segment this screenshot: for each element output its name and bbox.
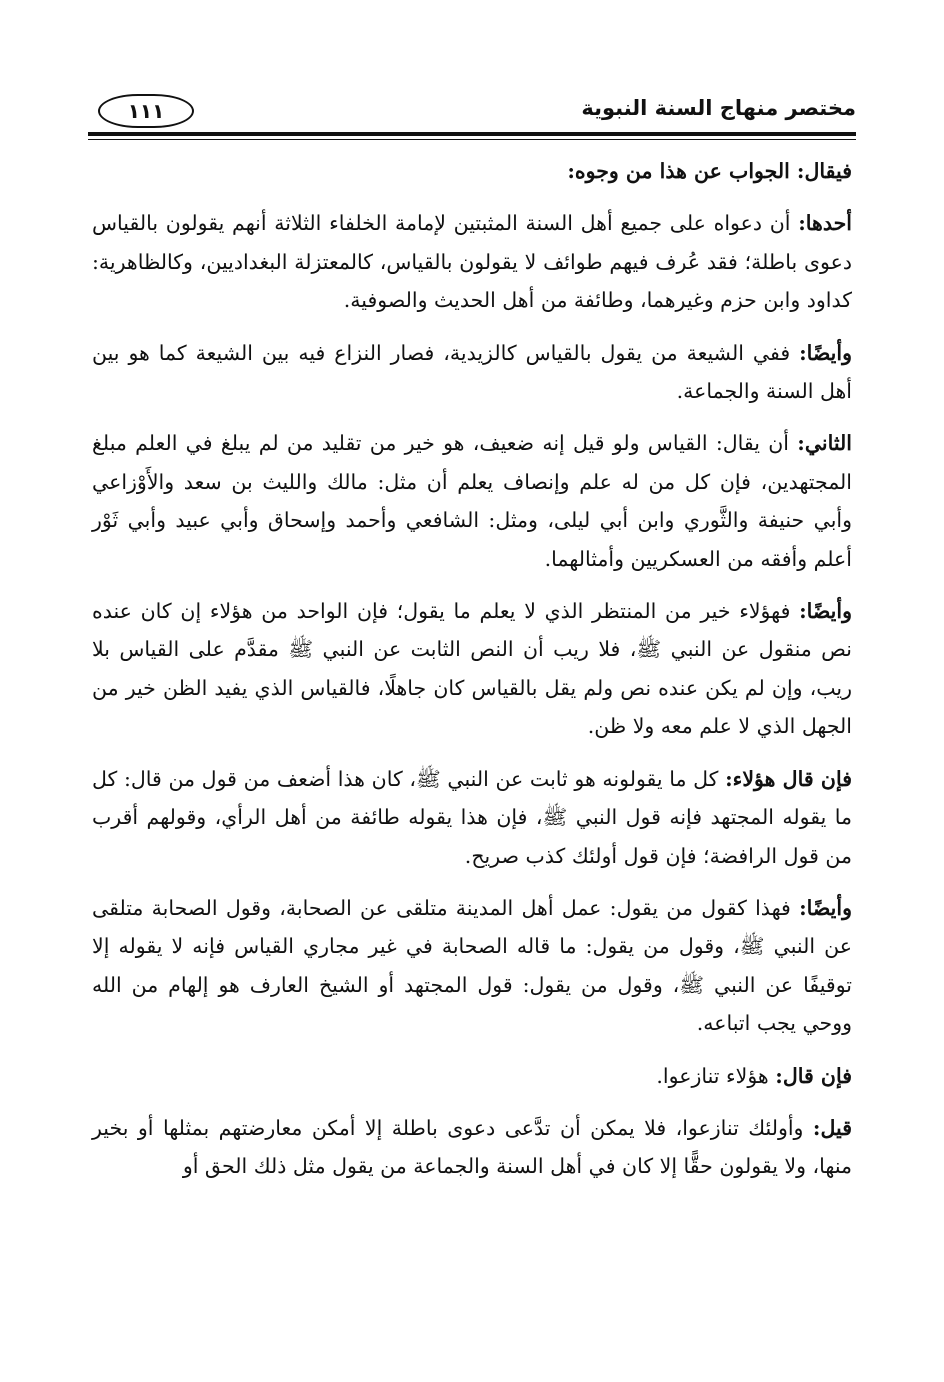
paragraph: [92, 592, 852, 746]
paragraph-text: وأولئك تنازعوا، فلا يمكن أن تدَّعى دعوى باطلة إلا أمكن معارضتهم بمثلها أو بخير منها، ولا يقولون حقًّا إلا كان في أهل السنة والجماعة من يقول مثل ذلك الحق أو: [92, 1115, 852, 1179]
paragraph-text: فهذا كقول من يقول: عمل أهل المدينة متلقى عن الصحابة، وقول الصحابة متلقى عن النبي ﷺ، وقول من يقول: ما قاله الصحابة في غير مجاري القياس فإنه لا يقوله إلا توقيفًا عن النبي ﷺ، وقول من يقول: قول المجتهد أو الشيخ العارف هو إلهام من الله ووحي يجب اتباعه.: [92, 895, 852, 1036]
paragraph-text: ففي الشيعة من يقول بالقياس كالزيدية، فصار النزاع فيه بين الشيعة كما هو بين أهل السنة والجماعة.: [92, 340, 852, 404]
paragraph-text: أن دعواه على جميع أهل السنة المثبتين لإمامة الخلفاء الثلاثة أنهم يقولون بالقياس دعوى باطلة؛ فقد عُرف فيهم طوائف لا يقولون بالقياس، كالمعتزلة البغداديين، وكالظاهرية: كداود وابن حزم وغيرهما، وطائفة من أهل الحديث والصوفية.: [92, 211, 852, 313]
paragraph: [92, 152, 852, 190]
paragraph-text: هؤلاء تنازعوا.: [656, 1063, 776, 1088]
paragraph-label: وأيضًا:: [799, 340, 852, 365]
paragraph-label: وأيضًا:: [799, 895, 852, 920]
paragraph-label: فإن قال:: [775, 1063, 852, 1088]
paragraph: [92, 889, 852, 1043]
paragraph: [92, 334, 852, 411]
paragraph-text: كل ما يقولونه هو ثابت عن النبي ﷺ، كان هذا أضعف من قول من قال: كل ما يقوله المجتهد فإنه قول النبي ﷺ، فإن هذا يقوله طائفة من أهل الرأي، وقولهم أقرب من قول الرافضة؛ فإن قول أولئك كذب صريح.: [92, 766, 852, 868]
paragraph: [92, 204, 852, 319]
paragraph-label: أحدها:: [798, 211, 852, 236]
paragraph-text: أن يقال: القياس ولو قيل إنه ضعيف، هو خير من تقليد من لم يبلغ في العلم مبلغ المجتهدين، فإن كل من له علم وإنصاف يعلم أن مثل: مالك والليث بن سعد والأَوْزاعي وأبي حنيفة والثَّوري وابن أبي ليلى، ومثل: الشافعي وأحمد وإسحاق وأبي عبيد وأبي ثَوْر أعلم وأفقه من العسكريين وأمثالهما.: [92, 431, 852, 571]
paragraph-label: وأيضًا:: [799, 599, 852, 624]
book-title: مختصر منهاج السنة النبوية: [581, 96, 856, 120]
paragraph-text: فهؤلاء خير من المنتظر الذي لا يعلم ما يقول؛ فإن الواحد من هؤلاء إن كان عنده نص منقول عن النبي ﷺ، فلا ريب أن النص الثابت عن النبي ﷺ مقدَّم على القياس بلا ريب، وإن لم يكن عنده نص ولم يقل بالقياس كان جاهلًا، فالقياس الذي يفيد الظن خير من الجهل الذي لا علم معه ولا ظن.: [92, 599, 852, 739]
paragraph: [92, 1057, 852, 1095]
paragraph-label: فإن قال هؤلاء:: [725, 766, 852, 791]
paragraph: [92, 1109, 852, 1186]
header-rule-thin: [88, 139, 856, 140]
paragraph: [92, 424, 852, 578]
paragraph-label: الثاني:: [797, 431, 852, 456]
page-header: [88, 90, 856, 134]
paragraph-label: قيل:: [812, 1115, 852, 1140]
page-body: [92, 152, 852, 1200]
header-rule-thick: [88, 132, 856, 136]
paragraph-label: فيقال: الجواب عن هذا من وجوه:: [567, 159, 852, 183]
page-number: ١١١: [98, 94, 194, 128]
paragraph: [92, 760, 852, 875]
